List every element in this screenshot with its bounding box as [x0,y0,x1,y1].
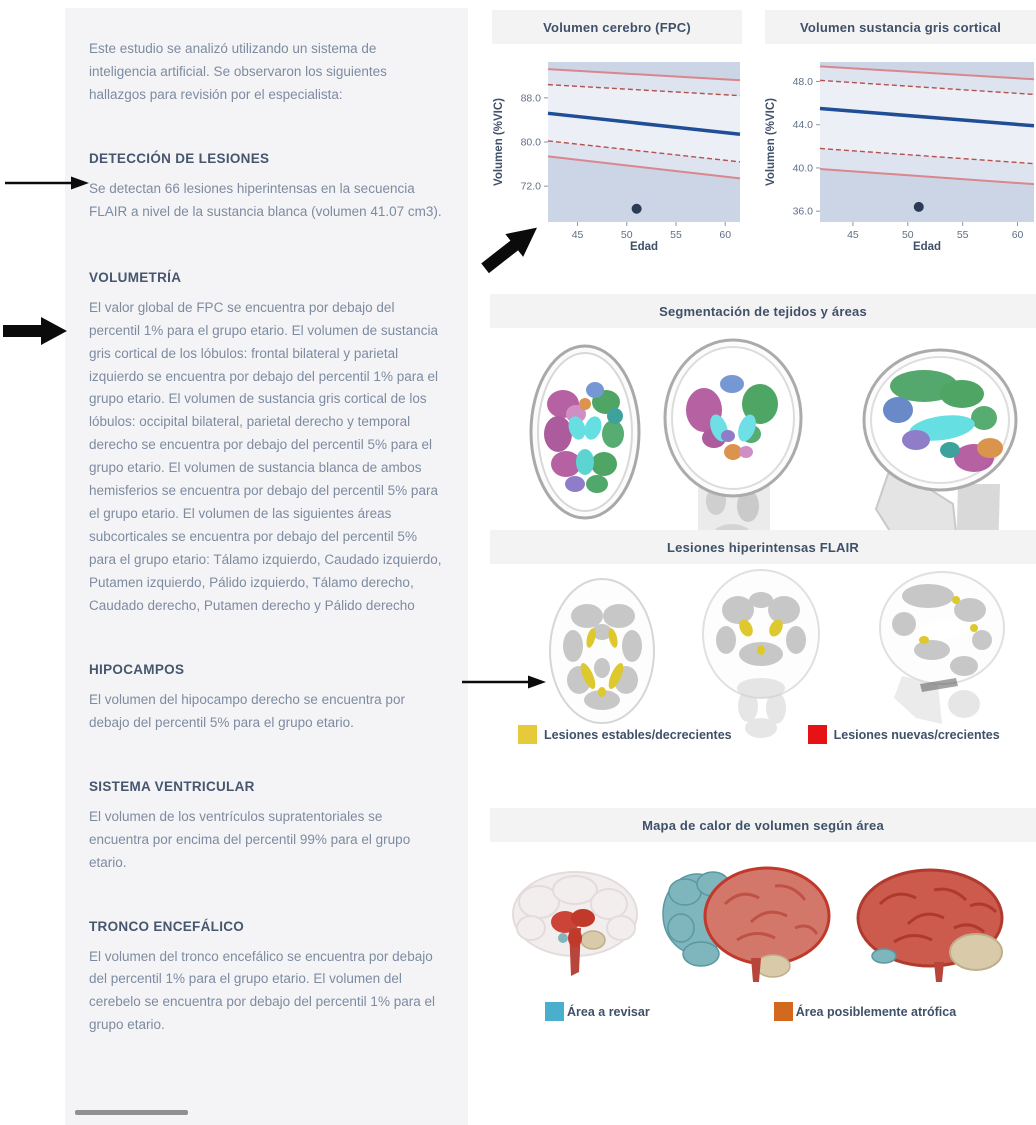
segmentation-axial-image [527,342,643,522]
heatmap-lateral-image [850,864,1016,986]
svg-text:45: 45 [847,229,859,241]
section-heading-sistema-ventricular: SISTEMA VENTRICULAR [89,778,255,794]
atrophic-area-swatch-icon [774,1002,793,1021]
heatmap-title: Mapa de calor de volumen según área [642,817,884,833]
chart2-title: Volumen sustancia gris cortical [799,19,1002,35]
flair-legend [518,725,1028,744]
chart1-title: Volumen cerebro (FPC) [543,19,691,35]
section-body-hipocampos: El volumen del hipocampo derecho se encuentra por debajo del percentil 5% para el grupo etario. [89,691,405,730]
review-area-swatch-icon [545,1002,564,1021]
flair-title-bar [490,530,1036,564]
svg-text:60: 60 [1011,229,1024,241]
intro-paragraph: Este estudio se analizó utilizando un sistema de inteligencia artificial. Se observaron los siguientes hallazgos para revisión por el especialista: [89,41,387,102]
review-area-label: Área a revisar [567,1004,650,1019]
flair-title: Lesiones hiperintensas FLAIR [667,539,859,555]
segmentation-title: Segmentación de tejidos y áreas [659,303,867,319]
svg-text:Edad: Edad [912,241,942,252]
chart2-title-bar [765,10,1036,44]
heatmap-posterior-lateral-image [655,858,835,990]
new-lesions-label: Lesiones nuevas/crecientes [833,727,1000,742]
flair-legend-stable [518,725,732,744]
findings-panel [65,8,468,1125]
heatmap-legend-review [545,1002,650,1021]
section-body-tronco-encefalico: El volumen del tronco encefálico se encuentra por debajo del percentil 1% para el grupo etario. El volumen del cerebelo se encuentra por debajo del percentil 1% para el grupo etario. [89,948,435,1033]
section-heading-tronco-encefalico: TRONCO ENCEFÁLICO [89,918,245,934]
stable-lesions-swatch-icon [518,725,537,744]
svg-text:40.0: 40.0 [792,162,813,175]
svg-text:55: 55 [670,229,682,241]
svg-text:Volumen (%VIC): Volumen (%VIC) [493,98,505,186]
svg-text:48.0: 48.0 [792,75,813,88]
segmentation-coronal-image [658,336,808,562]
flair-axial-image [547,576,657,726]
cortical-gray-matter-percentile-chart [762,52,1036,252]
annotation-arrow-lesion-text-icon [5,175,89,191]
flair-sagittal-image [872,566,1008,732]
heatmap-title-bar [490,808,1036,842]
svg-text:50: 50 [620,229,633,241]
svg-text:80.0: 80.0 [520,136,541,149]
section-body-volumetria: El valor global de FPC se encuentra por debajo del percentil 1% para el grupo etario. El volumen de sustancia gris cortical de los lóbulos: frontal bilateral y parietal izquierdo se encuentra por debajo del percentil 1% para el grupo etario. El volumen de sustancia gris cortical de los lóbulos: occipital bilateral, parietal derecho y temporal derecho se encuentra por debajo del percentil 5% para el grupo etario. El volumen de sustancia blanca de ambos hemisferios se encuentra por debajo del percentil 5% para el grupo etario. El volumen de las siguientes áreas subcorticales se encuentra por debajo del percentil 5% para el grupo etario: Tálamo izquierdo, Caudado izquierdo, Putamen izquierdo, Pálido izquierdo, Tálamo derecho, Caudado derecho, Putamen derecho y Pálido derecho [89,299,442,613]
flair-legend-new [808,725,1000,744]
section-heading-volumetria: VOLUMETRÍA [89,269,182,285]
section-body-lesion-detection: Se detectan 66 lesiones hiperintensas en la secuencia FLAIR a nivel de la sustancia blanca (volumen 41.07 cm3). [89,180,442,219]
svg-text:45: 45 [571,229,584,241]
annotation-arrow-flair-icon [462,674,546,690]
heatmap-medial-image [505,868,645,986]
section-body-sistema-ventricular: El volumen de los ventrículos supratentoriales se encuentra por encima del percentil 99% para el grupo etario. [89,808,411,870]
svg-text:55: 55 [956,229,969,241]
annotation-arrow-volumetria-icon [3,317,67,345]
svg-text:88.0: 88.0 [520,92,541,105]
page-edge-artifact [75,1110,188,1115]
section-heading-lesion-detection: DETECCIÓN DE LESIONES [89,150,270,166]
flair-coronal-image [698,566,824,744]
brain-volume-percentile-chart [490,52,742,252]
heatmap-legend [545,1002,1025,1021]
svg-text:72.0: 72.0 [520,180,541,193]
segmentation-title-bar [490,294,1036,328]
svg-text:Volumen (%VIC): Volumen (%VIC) [765,98,777,186]
svg-text:60: 60 [719,229,732,241]
heatmap-legend-atrophic [774,1002,956,1021]
svg-text:36.0: 36.0 [792,205,813,218]
new-lesions-swatch-icon [808,725,827,744]
chart1-title-bar [492,10,742,44]
stable-lesions-label: Lesiones estables/decrecientes [544,727,732,742]
svg-text:44.0: 44.0 [792,119,813,132]
svg-text:Edad: Edad [629,241,659,252]
section-heading-hipocampos: HIPOCAMPOS [89,661,185,677]
svg-text:50: 50 [901,229,914,241]
atrophic-area-label: Área posiblemente atrófica [795,1004,957,1019]
